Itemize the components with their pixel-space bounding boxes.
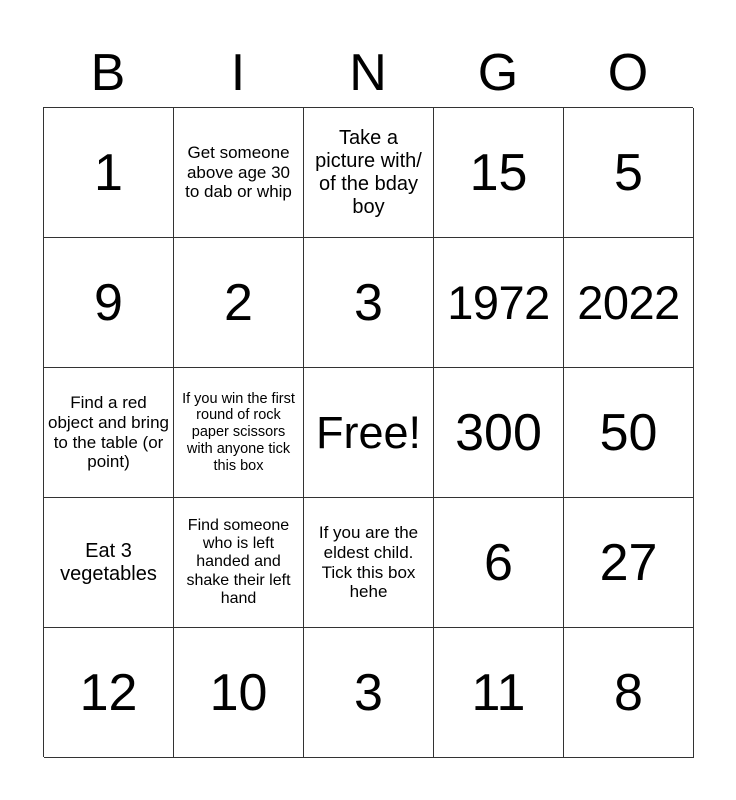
bingo-cell[interactable]: 10 bbox=[174, 628, 304, 758]
bingo-cell[interactable]: If you win the first round of rock paper scissors with anyone tick this box bbox=[174, 368, 304, 498]
bingo-cell[interactable]: 3 bbox=[304, 238, 434, 368]
bingo-cell[interactable]: 50 bbox=[564, 368, 694, 498]
bingo-cell[interactable]: 2022 bbox=[564, 238, 694, 368]
bingo-cell[interactable]: Take a picture with/ of the bday boy bbox=[304, 108, 434, 238]
bingo-cell[interactable]: 27 bbox=[564, 498, 694, 628]
header-letter-g: G bbox=[477, 44, 519, 102]
bingo-cell[interactable]: 3 bbox=[304, 628, 434, 758]
bingo-header bbox=[43, 40, 693, 106]
header-letter-o: O bbox=[607, 44, 649, 102]
header-letter-i: I bbox=[230, 44, 246, 102]
bingo-cell[interactable]: 2 bbox=[174, 238, 304, 368]
bingo-cell[interactable]: Find someone who is left handed and shake their left hand bbox=[174, 498, 304, 628]
header-letter-n: N bbox=[349, 44, 387, 102]
bingo-cell[interactable]: 11 bbox=[434, 628, 564, 758]
bingo-cell[interactable]: 5 bbox=[564, 108, 694, 238]
bingo-cell[interactable]: Get someone above age 30 to dab or whip bbox=[174, 108, 304, 238]
free-space-cell[interactable]: Free! bbox=[304, 368, 434, 498]
bingo-cell[interactable]: Eat 3 vegetables bbox=[44, 498, 174, 628]
bingo-cell[interactable]: 15 bbox=[434, 108, 564, 238]
bingo-cell[interactable]: 9 bbox=[44, 238, 174, 368]
bingo-cell[interactable]: 1 bbox=[44, 108, 174, 238]
header-letter-b: B bbox=[90, 44, 126, 102]
bingo-cell[interactable]: Find a red object and bring to the table (or point) bbox=[44, 368, 174, 498]
bingo-grid bbox=[43, 107, 693, 757]
bingo-cell[interactable]: 6 bbox=[434, 498, 564, 628]
bingo-cell[interactable]: 1972 bbox=[434, 238, 564, 368]
bingo-cell[interactable]: 8 bbox=[564, 628, 694, 758]
bingo-cell[interactable]: If you are the eldest child. Tick this box hehe bbox=[304, 498, 434, 628]
bingo-cell[interactable]: 12 bbox=[44, 628, 174, 758]
bingo-cell[interactable]: 300 bbox=[434, 368, 564, 498]
